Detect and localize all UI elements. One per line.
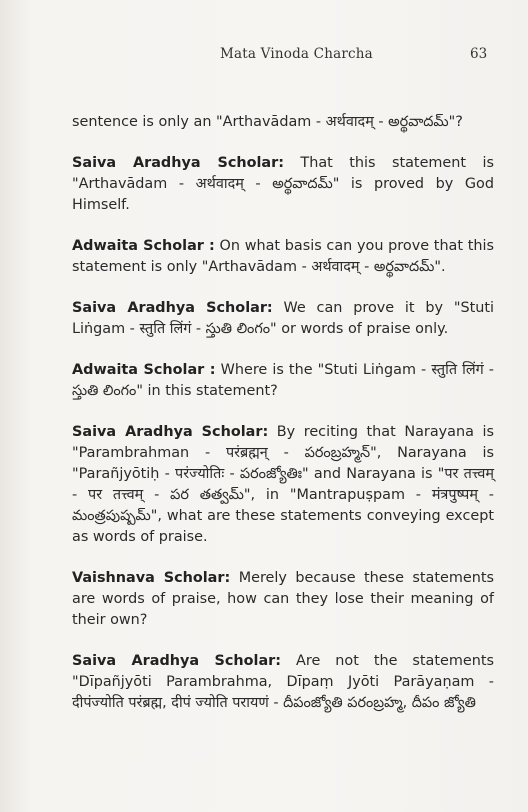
paragraph-text: Where is the "Stuti Liṅgam - स्तुति लिंगं - స్తుతి లింగం" in this statement? [72, 362, 495, 399]
paragraph-text: By reciting that Narayana is "Parambrahman - परंब्रह्मन् - పరంబ్రహ్మన్", Narayana is "Parañjyōtiḥ - परंज्योतिः - పరంజ్యోతిః" and Narayana is "पर तत्त्वम् - पर तत्त्वम् - పర తత్వమ్", in "Mantrapuṣpam - मंत्रपुष्पम् - మంత్రపుష్పమ్", what are these statements conveying except as words of praise. [72, 424, 494, 545]
speaker-label: Saiva Aradhya Scholar: [72, 424, 269, 440]
paragraph [72, 651, 494, 714]
speaker-label: Adwaita Scholar : [72, 362, 216, 378]
speaker-label: Vaishnava Scholar: [72, 570, 231, 586]
speaker-label: Saiva Aradhya Scholar: [72, 300, 273, 316]
paragraph [72, 568, 494, 631]
paragraph-text: That this statement is "Arthavādam - अर्थवादम् - అర్థవాదమ్" is proved by God Himself. [72, 155, 494, 213]
paragraph-text: On what basis can you prove that this statement is only "Arthavādam - अर्थवादम् - అర్థవాదమ్". [72, 238, 494, 275]
page-header [0, 46, 528, 66]
page-number: 63 [470, 46, 488, 62]
paragraph [72, 236, 494, 278]
paragraph [72, 422, 494, 548]
paragraph [72, 298, 494, 340]
page-body [72, 112, 494, 734]
paragraph-text: Merely because these statements are words of praise, how can they lose their meaning of their own? [72, 570, 494, 628]
speaker-label: Adwaita Scholar : [72, 238, 215, 254]
paragraph [72, 360, 494, 402]
speaker-label: Saiva Aradhya Scholar: [72, 155, 284, 171]
running-title: Mata Vinoda Charcha [220, 46, 373, 62]
paragraph-text: We can prove it by "Stuti Liṅgam - स्तुति लिंगं - స్తుతి లింగం" or words of praise only. [72, 300, 494, 337]
speaker-label: Saiva Aradhya Scholar: [72, 653, 282, 669]
paragraph-text: sentence is only an "Arthavādam - अर्थवादम् - అర్థవాదమ్"? [72, 114, 463, 130]
paragraph-text: Are not the statements "Dīpañjyōti Parambrahma, Dīpaṃ Jyōti Parāyaṇam - दीपंज्योति परंब्रह्म, दीपं ज्योति परायणं - దీపంజ్యోతి పరంబ్రహ్మ, దీపం జ్యోతి [72, 653, 494, 711]
paragraph [72, 112, 494, 133]
paragraph [72, 153, 494, 216]
